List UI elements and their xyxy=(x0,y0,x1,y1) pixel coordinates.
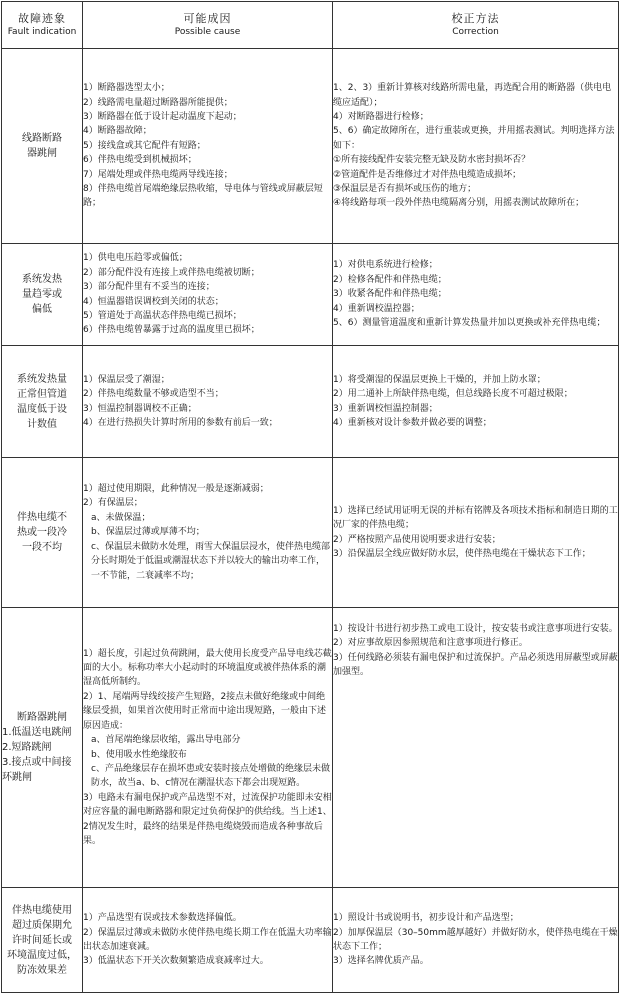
fix-item: ④将线路每项一段外伴热电缆隔离分别，用摇表测试故障所在； xyxy=(333,198,585,209)
cause-item: 4）恒温器错误调校到关闭的状态； xyxy=(83,296,224,307)
table-row xyxy=(2,888,619,993)
cause-item: 1）产品选型有误或技术参数选择偏低。 xyxy=(83,913,242,924)
cause-item: 1）保温层受了潮湿； xyxy=(83,374,170,385)
fault-line: 器跳闸 xyxy=(27,148,57,159)
cause-item: 6）伴热电缆曾暴露于过高的温度里已损坏； xyxy=(83,325,260,336)
possible-cause-cell xyxy=(83,608,333,888)
possible-cause-cell xyxy=(83,458,333,608)
fix-item: 1）对供电系统进行检修； xyxy=(333,260,438,271)
fix-header-en: Correction xyxy=(452,27,499,37)
possible-cause-cell xyxy=(83,49,333,244)
cause-header xyxy=(83,2,333,49)
fault-line: 2.短路跳闸 xyxy=(2,742,52,753)
fault-line: 伴热电缆使用 xyxy=(12,904,72,916)
fix-item: 3）选择名牌优质产品。 xyxy=(333,956,429,967)
correction-cell xyxy=(333,49,619,244)
fault-line: 3.接点或中间接 xyxy=(2,757,72,768)
fault-header-en: Fault indication xyxy=(7,27,77,37)
fault-line: 防冻效果差 xyxy=(17,964,67,976)
cause-item: c、产品绝缘层存在损坏患或安装时接点处增做的绝缘层未做防水，故当a、b、c情况在潮湿状态下都会出现短路。 xyxy=(91,763,330,789)
cause-item: 3）断路器在低于设计起动温度下起动； xyxy=(83,111,242,122)
cause-item: 2）伴热电缆数量不够或造型不当； xyxy=(83,389,224,400)
cause-item: b、使用吸水性绝缘胶布 xyxy=(91,749,187,760)
fault-line: 伴热电缆不 xyxy=(17,512,67,523)
fault-table xyxy=(1,1,619,993)
fix-item: 4）对断路器进行检修； xyxy=(333,111,429,122)
fault-line: 计数值 xyxy=(27,418,57,430)
fault-line: 环境温度过低， xyxy=(7,949,77,961)
fix-item: 5、6）测量管道温度和重新计算发热量并加以更换或补充伴热电缆； xyxy=(333,318,606,329)
fault-line: 正常但管道 xyxy=(17,388,67,400)
fix-item: 1）选择已经试用证明无误的并标有铭牌及各项技术指标和制造日期的工况厂家的伴热电缆； xyxy=(333,505,618,531)
fault-line: 1.低温送电跳闸 xyxy=(2,727,72,738)
fault-line: 环跳闸 xyxy=(2,772,32,783)
cause-item: 6）伴热电缆受到机械损坏； xyxy=(83,155,197,166)
fix-item: 4）重新调校温控器； xyxy=(333,303,420,314)
cause-item: 2）1、尾端两导线绞接产生短路，2接点未做好绝缘或中间绝缘层受损，如果首次使用时正常而中途出现短路，一般由下述原因造成： xyxy=(83,691,327,731)
table-row xyxy=(2,244,619,346)
fix-item: ②管道配件是否维修过才对伴热电缆造成损坏； xyxy=(333,169,522,180)
cause-header-zh: 可能成因 xyxy=(183,12,232,25)
cause-item: 1）超长度，引起过负荷跳闸，最大使用长度受产品导电线芯截面的大小。标称功率大小起动时的环境温度或被伴热体系的潮湿高低所制约。 xyxy=(83,648,332,688)
fix-header xyxy=(333,2,619,49)
cause-item: 5）管道处于高温状态伴热电缆已损坏； xyxy=(83,310,242,321)
cause-item: 3）恒温控制器调校不正确； xyxy=(83,403,197,414)
cause-item: 7）尾端处理或伴热电缆两导线连接； xyxy=(83,169,233,180)
fix-item: 5、6）确定故障所在，进行重装或更换，并用摇表测试。判明选择方法如下： xyxy=(333,126,615,151)
cause-item: a、首尾端绝缘层收缩，露出导电部分 xyxy=(91,735,241,746)
correction-cell xyxy=(333,888,619,993)
fix-item: 3）收紧各配件和伴热电缆； xyxy=(333,289,447,300)
cause-item: 4）在进行热损失计算时所用的参数有前后一致； xyxy=(83,417,278,428)
cause-item: 3）电路未有漏电保护或产品选型不对，过流保护功能即未安相对应容量的漏电断路器和限定过负荷保护的供给线。当上述1、2情况发生时，最终的结果是伴热电缆烧毁而造成各种事故后果。 xyxy=(83,792,332,846)
fix-item: 3）重新调校恒温控制器； xyxy=(333,403,438,414)
cause-item: 5）接线盒或其它配件有短路； xyxy=(83,140,206,151)
fault-indication-cell xyxy=(2,888,83,993)
cause-item: 2）线路需电量超过断路器所能提供； xyxy=(83,97,233,108)
fix-item: 1）照设计书或说明书，初步设计和产品选型； xyxy=(333,913,519,924)
cause-item: 3）低温状态下开关次数频繁造成衰减率过大。 xyxy=(83,956,269,967)
fix-item: 1）将受潮湿的保温层更换上干燥的，并加上防水罩； xyxy=(333,374,546,385)
fix-item: 3）沿保温层全线应做好防水层，使伴热电缆在干燥状态下工作； xyxy=(333,548,591,559)
fix-item: 4）重新核对设计参数并做必要的调整； xyxy=(333,417,492,428)
fault-line: 量趋零或 xyxy=(22,289,62,300)
fix-item: 1、2、3）重新计算核对线路所需电量，再选配合用的断路器（供电电缆应适配）； xyxy=(333,83,612,108)
fix-item: 2）用二通补上所缺伴热电缆，但总线路长度不可超过极限； xyxy=(333,389,573,400)
fix-item: ③保温层是否有损坏或压伤的地方； xyxy=(333,184,477,195)
fault-line: 断路器跳闸 xyxy=(17,712,67,723)
cause-item: 2）部分配件没有连接上或伴热电缆被切断； xyxy=(83,267,260,278)
fix-header-zh: 校正方法 xyxy=(451,12,500,25)
possible-cause-cell xyxy=(83,346,333,458)
fault-indication-cell xyxy=(2,346,83,458)
cause-item: 2）保温层过薄或未做防水使伴热电缆长期工作在低温大功率输出状态加速衰减。 xyxy=(83,927,332,952)
fault-line: 线路断路 xyxy=(22,133,62,144)
table-row xyxy=(2,608,619,888)
cause-item: 2）有保温层； xyxy=(83,498,143,509)
fault-indication-cell xyxy=(2,608,83,888)
cause-header-en: Possible cause xyxy=(174,27,241,37)
fix-item: 3）任何线路必须装有漏电保护和过流保护。产品必须选用屏蔽型或屏蔽加强型。 xyxy=(333,652,618,678)
fault-line: 超过质保期允 xyxy=(12,919,72,931)
cause-item: 3）部分配件里有不妥当的连接； xyxy=(83,282,215,293)
fault-header xyxy=(2,2,83,49)
fix-item: 1）按设计书进行初步热工或电工设计，按安装书或注意事项进行安装。 xyxy=(333,624,618,634)
correction-cell xyxy=(333,458,619,608)
possible-cause-cell xyxy=(83,888,333,993)
fix-item: 2）对应事故原因参照规范和注意事项进行修正。 xyxy=(333,638,528,649)
fault-line: 许时间延长或 xyxy=(12,934,72,946)
correction-cell xyxy=(333,244,619,346)
correction-cell xyxy=(333,346,619,458)
table-row xyxy=(2,49,619,244)
fault-indication-cell xyxy=(2,49,83,244)
table-row xyxy=(2,346,619,458)
fault-line: 温度低于设 xyxy=(17,403,67,415)
fault-line: 系统发热 xyxy=(22,274,62,285)
fault-header-zh: 故障迹象 xyxy=(18,12,66,25)
fix-item: 2）检修各配件和伴热电缆； xyxy=(333,274,447,285)
header-row xyxy=(2,2,619,49)
fault-indication-cell xyxy=(2,458,83,608)
fix-item: 2）严格按照产品使用说明要求进行安装； xyxy=(333,534,501,545)
fix-item: 2）加厚保温层（30–50mm越厚越好）并做好防水，使伴热电缆在干燥状态下工作； xyxy=(333,927,618,952)
cause-item: 1）超过使用期限，此种情况一般是逐渐减弱； xyxy=(83,484,269,495)
fix-item: ①所有接线配件安装完整无缺及防水密封损坏否？ xyxy=(333,155,531,166)
possible-cause-cell xyxy=(83,244,333,346)
cause-item: b、保温层过薄或厚薄不均； xyxy=(91,527,205,538)
table-row xyxy=(2,458,619,608)
cause-item: c、保温层未做防水处理，雨雪大保温层浸水，使伴热电缆部分长时期处于低温或潮湿状态下并以较大的输出功率工作，一不节能，二衰减率不均； xyxy=(91,541,330,581)
fault-line: 系统发热量 xyxy=(17,373,67,385)
correction-cell xyxy=(333,608,619,888)
cause-item: 4）断路器故障； xyxy=(83,126,152,137)
fault-line: 热或一段冷 xyxy=(17,527,67,538)
cause-item: 1）断路器选型太小； xyxy=(83,83,170,94)
cause-item: a、未做保温； xyxy=(91,512,151,523)
fault-line: 偏低 xyxy=(32,304,52,315)
fault-line: 一段不均 xyxy=(22,542,62,553)
cause-item: 8）伴热电缆首尾端绝缘层热收缩，导电体与管线或屏蔽层短路； xyxy=(83,184,323,209)
cause-item: 1）供电电压趋零或偏低； xyxy=(83,253,188,264)
fault-indication-cell xyxy=(2,244,83,346)
